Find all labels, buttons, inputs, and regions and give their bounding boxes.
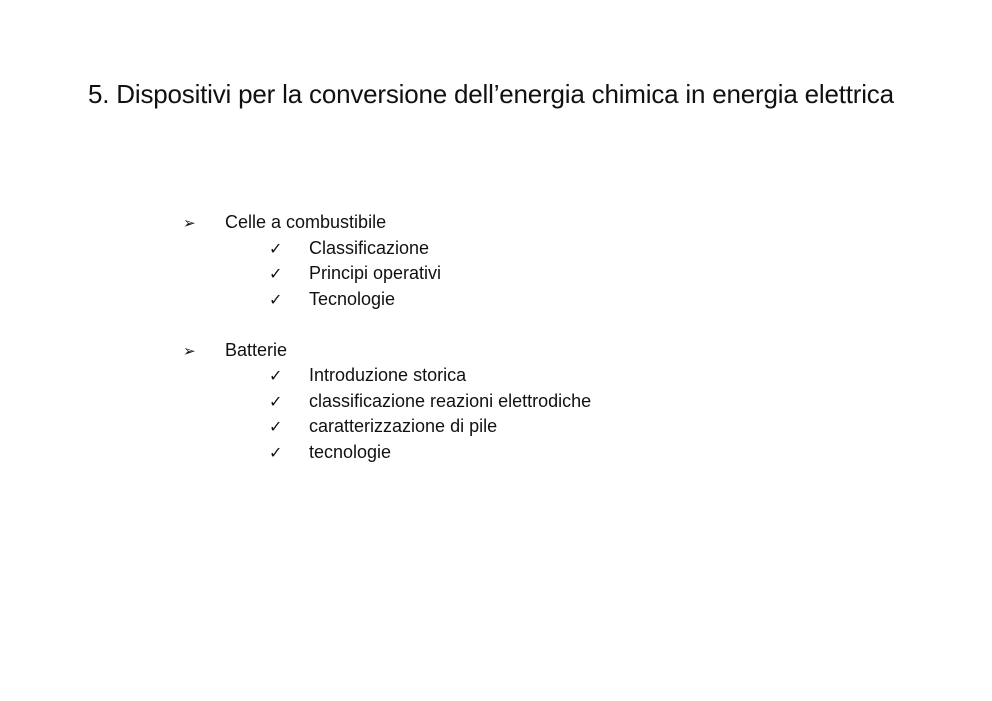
checkmark-icon: ✓: [269, 391, 283, 411]
section-heading-row: [183, 210, 591, 236]
checkmark-icon: ✓: [269, 238, 283, 258]
arrow-bullet-icon: ➢: [183, 214, 196, 232]
list-item-label: Classificazione: [309, 237, 430, 258]
list-item-label: Introduzione storica: [309, 365, 467, 385]
checkmark-icon: ✓: [269, 417, 283, 436]
section-fuel-cells: [183, 210, 591, 312]
section-batteries: [183, 338, 591, 466]
section-heading: Batterie: [225, 339, 288, 360]
list-item-label: Tecnologie: [309, 288, 396, 309]
list-item: [183, 261, 591, 287]
checkmark-icon: ✓: [269, 289, 283, 309]
arrow-bullet-icon: ➢: [183, 341, 196, 360]
list-item-label: tecnologie: [309, 441, 392, 462]
list-item: [183, 287, 591, 313]
section-heading: Celle a combustibile: [225, 212, 387, 232]
section-heading-row: [183, 338, 591, 364]
list-item: [183, 389, 591, 415]
list-item: [183, 414, 591, 440]
list-item: [183, 440, 591, 466]
checkmark-icon: ✓: [269, 442, 283, 462]
slide-title: 5. Dispositivi per la conversione dell’energia chimica in energia elettrica: [88, 79, 894, 109]
list-item: [183, 236, 591, 262]
list-item-label: caratterizzazione di pile: [309, 416, 498, 436]
checkmark-icon: ✓: [269, 366, 283, 385]
checkmark-icon: ✓: [269, 264, 283, 283]
topic-outline: [183, 210, 591, 491]
list-item-label: Principi operativi: [309, 263, 442, 283]
list-item: [183, 363, 591, 389]
list-item-label: classificazione reazioni elettrodiche: [309, 390, 592, 411]
